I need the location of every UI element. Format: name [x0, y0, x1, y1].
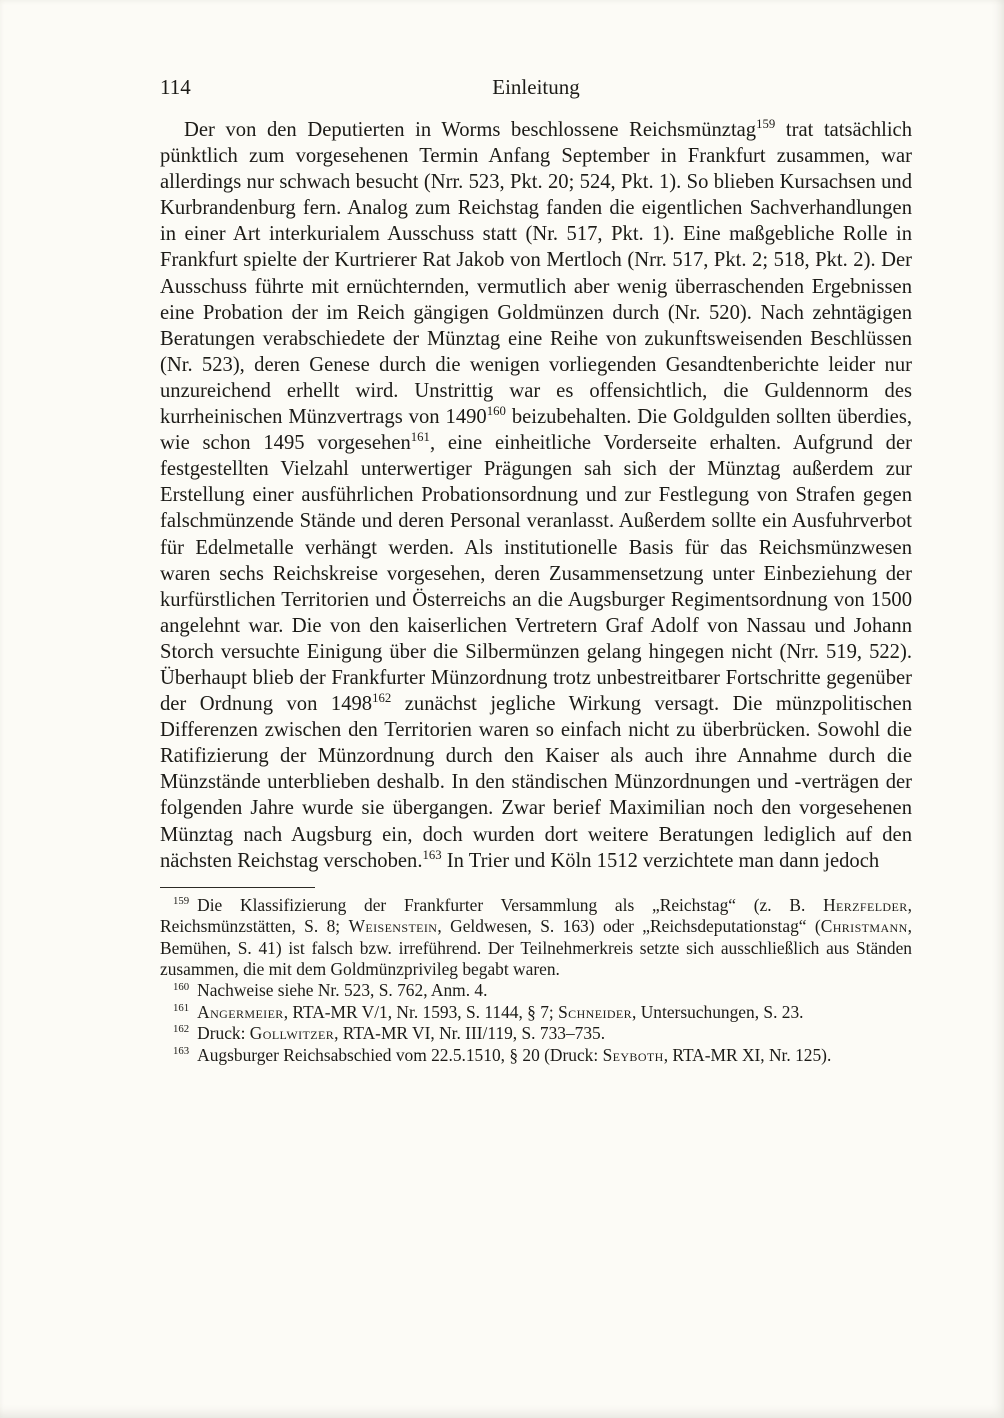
author-name-small-caps: Schneider: [558, 1001, 633, 1022]
footnote-text: Die Klassifizierung der Frankfurter Versammlung als „Reichstag“ (z. B. Herzfelder, Reichsmünzstätten, S. 8; Weisenstein, Geldwesen, S. 163) oder „Reichsdeputationstag“ (Christmann, Bemühen, S. 41) ist falsch bzw. irreführend. Der Teilnehmerkreis setzte sich ausschließlich aus Ständen zusammen, die mit dem Goldmünzprivileg begabt waren.: [160, 894, 912, 979]
footnote-reference: 160: [486, 404, 506, 419]
footnote-reference: 162: [372, 691, 392, 706]
footnote-160: [160, 980, 912, 1001]
footnote-159: [160, 895, 912, 981]
footnote-marker: 161: [173, 1001, 190, 1014]
footnote-162: [160, 1023, 912, 1044]
footnote-marker: 160: [173, 980, 190, 993]
running-header-title: Einleitung: [492, 75, 580, 99]
footnote-text: Augsburger Reichsabschied vom 22.5.1510, § 20 (Druck: Seyboth, RTA-MR XI, Nr. 125).: [197, 1044, 832, 1065]
author-name-small-caps: Herzfelder: [823, 894, 908, 915]
footnote-marker: 159: [173, 894, 190, 907]
footnote-text: Nachweise siehe Nr. 523, S. 762, Anm. 4.: [197, 980, 488, 1001]
author-name-small-caps: Weisenstein: [348, 916, 438, 937]
body-paragraph: Der von den Deputierten in Worms beschlossene Reichsmünztag$^{159}$ trat tatsächlich pünktlich zum vorgesehenen Termin Anfang September in Frankfurt zusammen, war allerdings nur schwach besucht (Nrr. 523, Pkt. 20; 524, Pkt. 1). So blieben Kursachsen und Kurbrandenburg fern. Analog zum Reichstag fanden die eigentlichen Sachverhandlungen in einer Art interkurialem Ausschuss statt (Nr. 517, Pkt. 1). Eine maßgebliche Rolle in Frankfurt spielte der Kurtrierer Rat Jakob von Mertloch (Nrr. 517, Pkt. 2; 518, Pkt. 2). Der Ausschuss führte mit ernüchternden, vermutlich aber wenig überraschenden Ergebnissen eine Probation der im Reich gängigen Goldmünzen durch (Nr. 520). Nach zehntägigen Beratungen verabschiedete der Münztag eine Reihe von zukunftsweisenden Beschlüssen (Nr. 523), deren Genese durch die wenigen vorliegenden Gesandtenberichte leider nur unzureichend erhellt wird. Unstrittig war es offensichtlich, die Guldennorm des kurrheinischen Münzvertrags von 1490$^{160}$ beizubehalten. Die Goldgulden sollten überdies, wie schon 1495 vorgesehen$^{161}$, eine einheitliche Vorderseite erhalten. Aufgrund der festgestellten Vielzahl unterwertiger Prägungen sah sich der Münztag außerdem zur Erstellung einer ausführlichen Probationsordnung und zur Festlegung von Strafen gegen falschmünzende Stände und deren Personal veranlasst. Außerdem sollte ein Ausfuhrverbot für Edelmetalle verhängt werden. Als institutionelle Basis für das Reichsmünzwesen waren sechs Reichskreise vorgesehen, deren Zusammensetzung unter Einbeziehung der kurfürstlichen Territorien und Österreichs an die Augsburger Regimentsordnung von 1500 angelehnt war. Die von den kaiserlichen Vertretern Graf Adolf von Nassau und Johann Storch versuchte Einigung über die Silbermünzen gelang hingegen nicht (Nrr. 519, 522). Überhaupt blieb der Frankfurter Münzordnung trotz unbestreitbarer Fortschritte gegenüber der Ordnung von 1498$^{162}$ zunächst jegliche Wirkung versagt. Die münzpolitischen Differenzen zwischen den Territorien waren so einfach nicht zu überbrücken. Sowohl die Ratifizierung der Münzordnung durch den Kaiser als auch ihre Annahme durch die Münzstände unterblieben deshalb. In den ständischen Münzordnungen und -verträgen der folgenden Jahre wurde sie übergangen. Zwar berief Maximilian noch den vorgesehenen Münztag nach Augsburg ein, doch wurden dort weitere Beratungen lediglich auf den nächsten Reichstag verschoben.$^{163}$ In Trier und Köln 1512 verzichtete man dann jedoch: [160, 117, 912, 872]
footnotes-section: [160, 895, 912, 1066]
footnote-text: Angermeier, RTA-MR V/1, Nr. 1593, S. 1144, § 7; Schneider, Untersuchungen, S. 23.: [197, 1001, 804, 1022]
footnote-marker: 162: [173, 1023, 190, 1036]
author-name-small-caps: Angermeier: [197, 1001, 284, 1022]
author-name-small-caps: Gollwitzer: [249, 1023, 335, 1044]
footnote-161: [160, 1002, 912, 1023]
footnote-reference: 161: [410, 430, 430, 445]
footnote-text: Druck: Gollwitzer, RTA-MR VI, Nr. III/119, S. 733–735.: [197, 1023, 606, 1044]
footnote-reference: 163: [422, 847, 442, 862]
author-name-small-caps: Christmann: [820, 916, 908, 937]
footnote-reference: 159: [756, 117, 776, 132]
page-number: 114: [160, 75, 191, 99]
page-header: [160, 74, 912, 100]
footnote-163: [160, 1045, 912, 1066]
author-name-small-caps: Seyboth: [602, 1044, 664, 1065]
footnote-marker: 163: [173, 1044, 190, 1057]
footnote-separator-rule: [160, 887, 315, 888]
